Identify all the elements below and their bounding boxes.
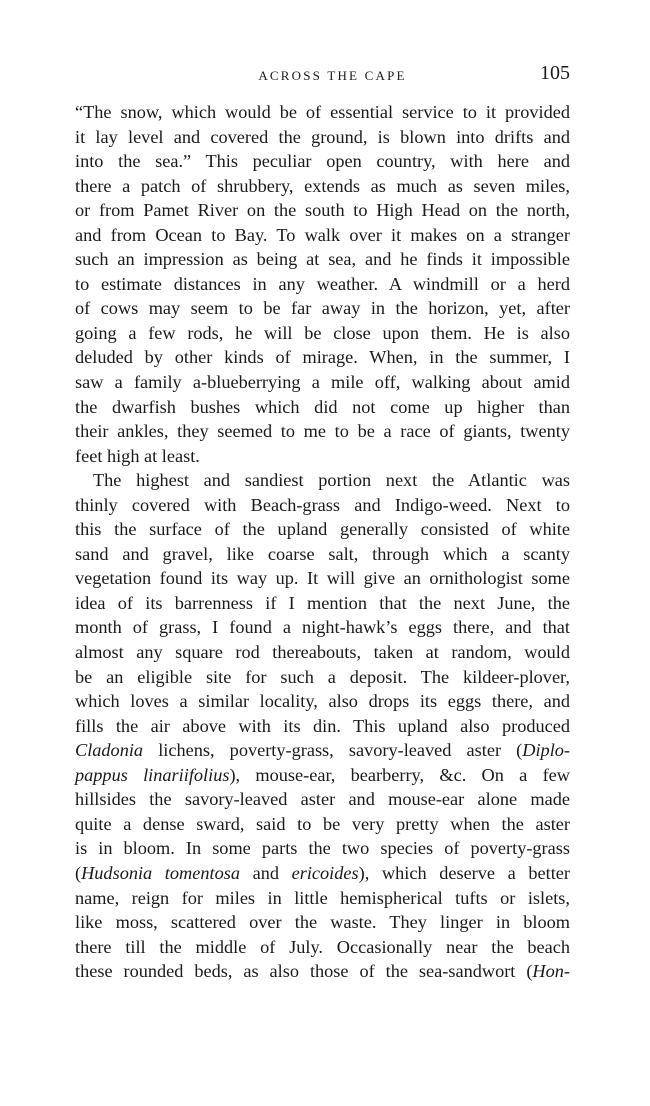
text-line [75,665,570,690]
text-line [75,468,570,493]
text-run: there till the middle of July. Occasionally near the beach [75,936,570,957]
text-line [75,321,570,346]
text-run: there a patch of shrubbery, extends as much as seven miles, [75,175,570,196]
text-run: lichens, poverty-grass, savory-leaved aster ( [143,740,523,761]
text-run: sand and gravel, like coarse salt, through which a scanty [75,543,570,564]
text-run: name, reign for miles in little hemispherical tufts or islets, [75,887,570,908]
paragraph [75,468,570,983]
text-line [75,787,570,812]
text-line [75,493,570,518]
text-line [75,296,570,321]
body-text [75,100,570,984]
text-run: feet high at least. [75,445,200,466]
text-line [75,517,570,542]
text-line [75,861,570,886]
text-run: like moss, scattered over the waste. They linger in bloom [75,912,570,933]
text-run: hillsides the savory-leaved aster and mouse-ear alone made [75,789,570,810]
text-line [75,542,570,567]
text-line [75,100,570,125]
text-run: such an impression as being at sea, and he finds it impossible [75,249,570,270]
text-run: saw a family a-blueberrying a mile off, walking about amid [75,372,570,393]
text-run: into the sea.” This peculiar open country, with here and [75,151,570,172]
text-line [75,125,570,150]
text-line [75,714,570,739]
text-run: fills the air above with its din. This upland also produced [75,715,570,736]
italic-text: pappus linariifolius [75,764,230,785]
text-line [75,247,570,272]
text-run: these rounded beds, as also those of the sea-sandwort ( [75,961,533,982]
text-line [75,223,570,248]
text-line [75,198,570,223]
text-line [75,689,570,714]
text-run: quite a dense sward, said to be very pretty when the aster [75,813,570,834]
text-line [75,272,570,297]
text-run: “The snow, which would be of essential service to it provided [75,102,570,122]
text-line [75,615,570,640]
text-line [75,836,570,861]
text-line [75,566,570,591]
italic-text: Hudsonia tomentosa [81,862,240,883]
text-run: is in bloom. In some parts the two species of poverty-grass [75,838,570,859]
text-run: this the surface of the upland generally consisted of white [75,519,570,540]
text-line [75,738,570,763]
text-run: month of grass, I found a night-hawk’s eggs there, and that [75,617,570,638]
text-line [75,935,570,960]
italic-text: Hon- [532,961,570,982]
text-run: thinly covered with Beach-grass and Indigo-weed. Next to [75,494,570,515]
book-page [75,62,570,984]
text-run: deluded by other kinds of mirage. When, in the summer, I [75,347,570,368]
text-run: which loves a similar locality, also drops its eggs there, and [75,691,570,712]
text-line [75,763,570,788]
text-line [75,370,570,395]
text-line [75,444,570,469]
text-line [75,959,570,984]
text-run: ), mouse-ear, bearberry, &c. On a few [229,764,570,785]
text-run: The highest and sandiest portion next the Atlantic was [93,470,570,491]
text-run: and from Ocean to Bay. To walk over it makes on a stranger [75,224,570,245]
italic-text: Cladonia [75,740,144,761]
text-run: be an eligible site for such a deposit. The kildeer-plover, [75,666,570,687]
text-run: ), which deserve a better [358,862,570,883]
text-line [75,910,570,935]
text-run: to estimate distances in any weather. A windmill or a herd [75,273,570,294]
text-line [75,886,570,911]
text-run: it lay level and covered the ground, is blown into drifts and [75,126,570,147]
page-number: 105 [540,62,570,84]
text-run: idea of its barrenness if I mention that the next June, the [75,592,570,613]
text-run: vegetation found its way up. It will give an ornithologist some [75,568,570,589]
text-line [75,812,570,837]
paragraph [75,100,570,468]
text-run: almost any square rod thereabouts, taken at random, would [75,642,570,663]
text-line [75,591,570,616]
text-line [75,419,570,444]
text-line [75,345,570,370]
text-run: going a few rods, he will be close upon them. He is also [75,322,570,343]
text-line [75,640,570,665]
italic-text: ericoides [291,862,359,883]
text-run: and [239,862,292,883]
italic-text: Diplo- [522,740,570,761]
text-run: the dwarfish bushes which did not come up higher than [75,396,570,417]
text-run: ( [75,862,82,883]
text-run: or from Pamet River on the south to High Head on the north, [75,200,570,221]
text-line [75,395,570,420]
text-run: their ankles, they seemed to me to be a race of giants, twenty [75,421,570,442]
running-head [75,62,570,92]
text-line [75,174,570,199]
text-line [75,149,570,174]
text-run: of cows may seem to be far away in the horizon, yet, after [75,298,570,319]
running-title: ACROSS THE CAPE [258,68,407,83]
